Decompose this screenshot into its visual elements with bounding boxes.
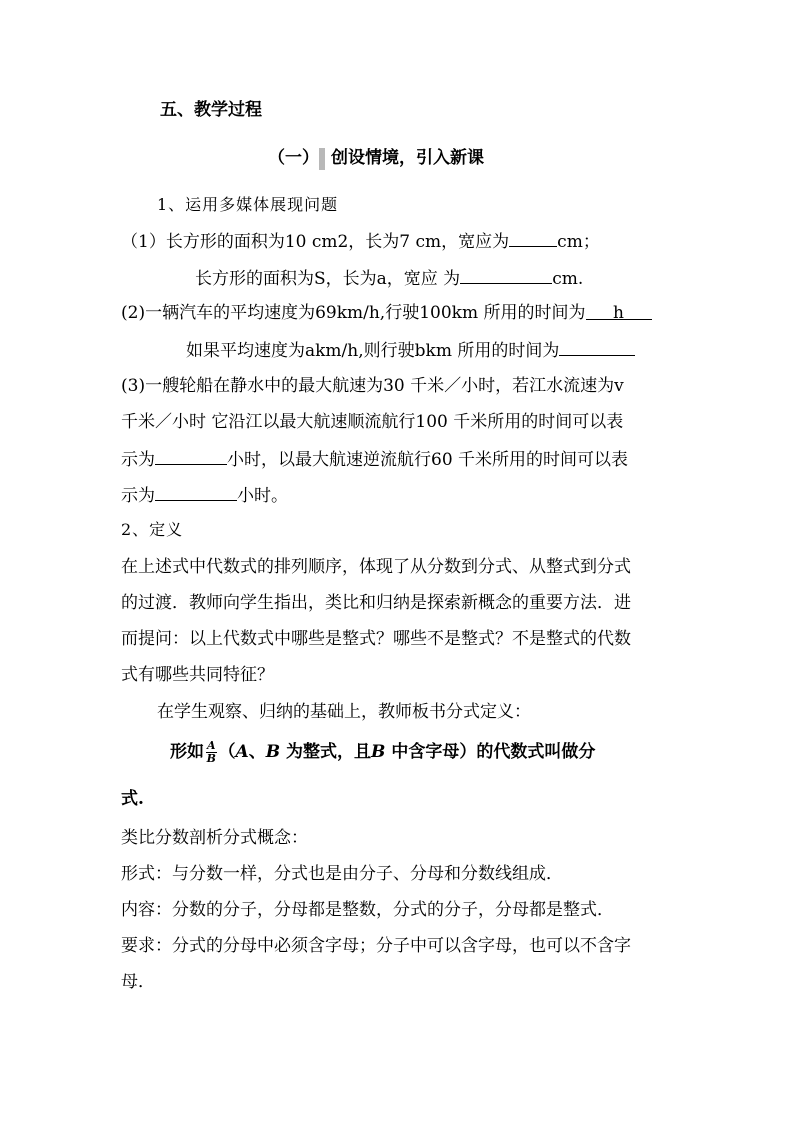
answer-h: h <box>613 303 624 323</box>
definition-mid: 为整式，且 <box>280 742 372 762</box>
definition-paren: （ <box>218 742 236 762</box>
question-1-line-2 <box>195 265 583 291</box>
question-2-text: (2)一辆汽车的平均速度为69km/h,行驶100km 所用的时间为 <box>121 303 586 323</box>
question-3-text: 示为 <box>121 486 155 506</box>
highlight-marker <box>319 148 325 170</box>
item-1-heading: 1、运用多媒体展现问题 <box>157 195 339 214</box>
question-3-line-2: 千米／小时 它沿江以最大航速顺流航行100 千米所用的时间可以表 <box>121 412 624 432</box>
answer-blank <box>509 228 557 247</box>
question-3-text: 示为 <box>121 450 155 470</box>
answer-blank <box>559 337 635 356</box>
question-1-line-1 <box>121 228 600 254</box>
requirement-line-2: 母． <box>121 972 155 992</box>
answer-blank <box>155 482 237 501</box>
symbol-b: B <box>371 742 386 762</box>
fraction-a-over-b <box>206 740 217 765</box>
answer-blank <box>460 265 552 284</box>
definition-prefix: 形如 <box>170 742 204 762</box>
question-1b-text: 长方形的面积为S，长为a，宽应 为 <box>195 269 461 289</box>
question-1-unit: cm； <box>557 232 600 252</box>
question-2b-text: 如果平均速度为akm/h,则行驶bkm 所用的时间为 <box>186 341 560 361</box>
question-3-text-cont: 小时，以最大航速逆流航行60 千米所用的时间可以表 <box>227 450 629 470</box>
requirement-line-1: 要求：分式的分母中必须含字母；分子中可以含字母，也可以不含字 <box>121 936 631 956</box>
item-2-heading: 2、定义 <box>121 520 184 539</box>
fraction-numerator: A <box>207 739 216 752</box>
question-2-line-2 <box>186 337 635 363</box>
question-1b-unit: cm. <box>552 269 584 289</box>
definition-suffix: 中含字母）的代数式叫做分 <box>385 742 596 762</box>
subsection-number: （一） <box>268 148 319 168</box>
paragraph-1-line-4: 式有哪些共同特征？ <box>121 665 274 685</box>
symbol-a: A <box>235 742 249 762</box>
analogy-heading: 类比分数剖析分式概念： <box>121 828 308 848</box>
paragraph-1-line-2: 的过渡．教师向学生指出，类比和归纳是探索新概念的重要方法．进 <box>121 593 631 613</box>
form-line: 形式：与分数一样，分式也是由分子、分母和分数线组成． <box>121 864 563 884</box>
answer-blank <box>586 301 652 323</box>
paragraph-1-line-1: 在上述式中代数式的排列顺序，体现了从分数到分式、从整式到分式 <box>121 557 631 577</box>
question-3-text-end: 小时。 <box>237 486 288 506</box>
subsection-heading <box>268 146 484 170</box>
section-heading: 五、教学过程 <box>160 100 262 120</box>
question-3-line-4 <box>121 482 288 508</box>
fraction-denominator: B <box>206 752 216 765</box>
paragraph-2: 在学生观察、归纳的基础上，教师板书分式定义： <box>157 702 531 722</box>
definition-line-2: 式. <box>121 789 144 809</box>
paragraph-1-line-3: 而提问：以上代数式中哪些是整式？哪些不是整式？不是整式的代数 <box>121 629 631 649</box>
answer-blank <box>155 446 227 465</box>
symbol-b: B <box>265 742 281 762</box>
question-1-text: （1）长方形的面积为10 cm2，长为7 cm，宽应为 <box>121 232 510 252</box>
question-3-line-3 <box>121 446 628 472</box>
question-2-line-1 <box>121 301 652 325</box>
content-line: 内容：分数的分子，分母都是整数，分式的分子，分母都是整式． <box>121 900 614 920</box>
subsection-title: 创设情境，引入新课 <box>331 148 484 168</box>
definition-line-1 <box>170 740 595 765</box>
definition-sep: 、 <box>248 742 266 762</box>
question-3-line-1: (3)一艘轮船在静水中的最大航速为30 千米／小时，若江水流速为v <box>121 376 624 396</box>
